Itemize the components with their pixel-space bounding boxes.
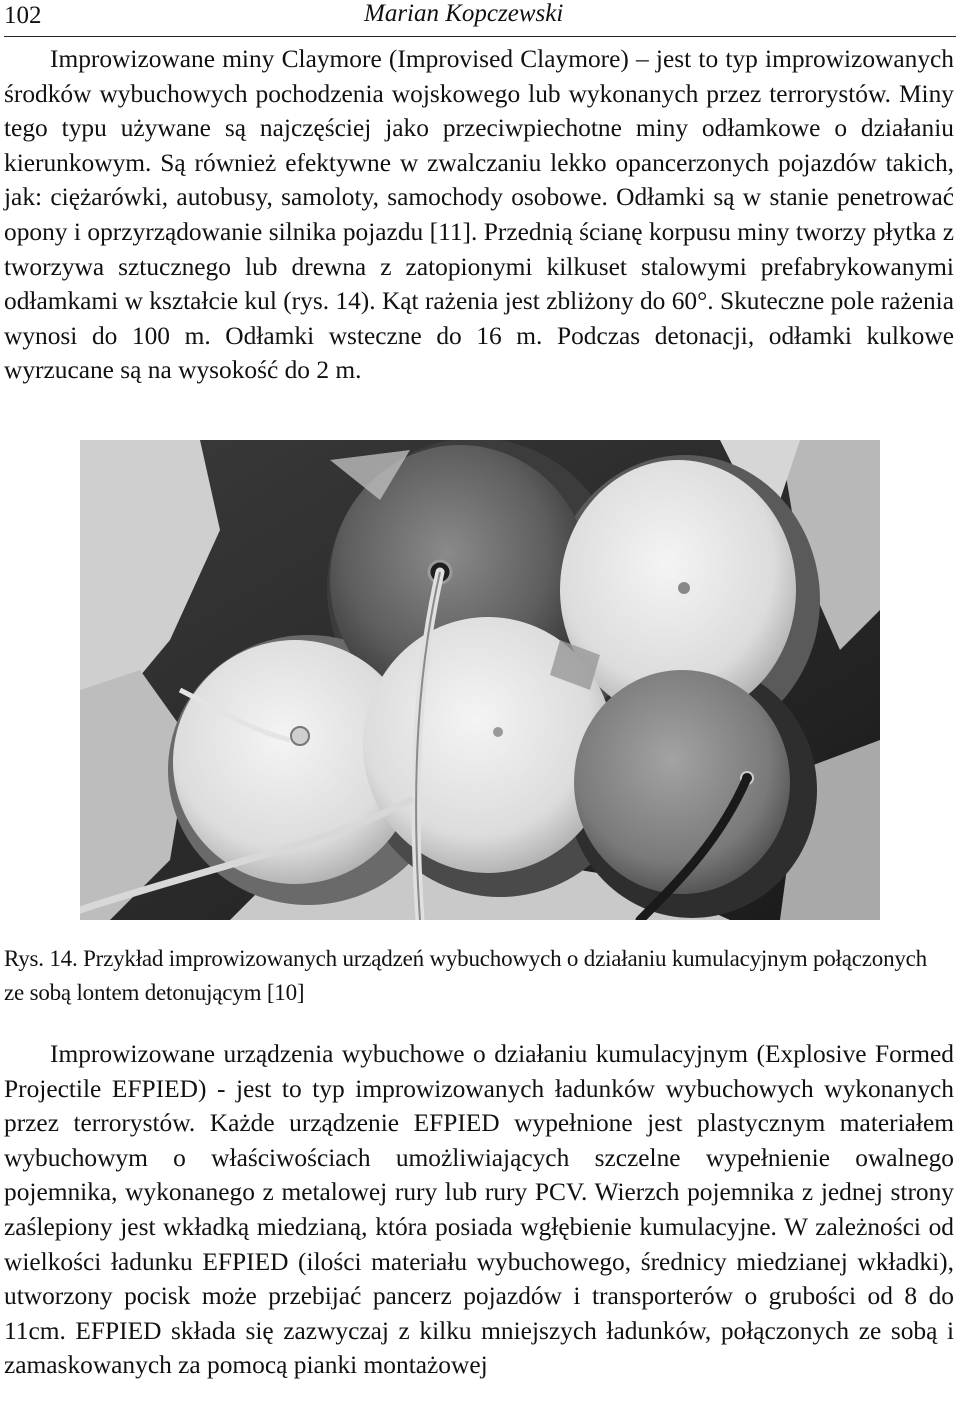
figure-efp-photo — [80, 440, 880, 920]
body-paragraph-claymore: Improwizowane miny Claymore (Improvised Claymore) – jest to typ improwizowanych środków wybuchowych pochodzenia wojskowego lub wykonanych przez terrorystów. Miny tego typu używane są najczęściej jako przeciwpiechotne miny odłamkowe o działaniu kierunkowym. Są również efektywne w zwalczaniu lekko opancerzonych pojazdów takich, jak: ciężarówki, autobusy, samoloty, samochody osobowe. Odłamki są w stanie penetrować opony i oprzyrządowanie silnika pojazdu [11]. Przednią ścianę korpusu miny tworzy płytka z tworzywa sztucznego lub drewna z zatopionymi kilkuset stalowymi prefabrykowanymi odłamkami w kształcie kul (rys. 14). Kąt rażenia jest zbliżony do 60°. Skuteczne pole rażenia wynosi do 100 m. Odłamki wsteczne do 16 m. Podczas detonacji, odłamki kulkowe wyrzucane są na wysokość do 2 m. — [4, 45, 954, 385]
page-header — [4, 0, 956, 37]
figure-caption: Rys. 14. Przykład improwizowanych urządzeń wybuchowych o działaniu kumulacyjnym połączonych ze sobą lontem detonującym [10] — [4, 946, 927, 1005]
body-paragraph-efpied: Improwizowane urządzenia wybuchowe o działaniu kumulacyjnym (Explosive Formed Projectile EFPIED) - jest to typ improwizowanych ładunków wybuchowych wykonanych przez terrorystów. Każde urządzenie EFPIED wypełnione jest plastycznym materiałem wybuchowym o właściwościach umożliwiających szczelne wypełnienie owalnego pojemnika, wykonanego z metalowej rury lub rury PCV. Wierzch pojemnika z jednej strony zaślepiony jest wkładką miedzianą, która posiada wgłębienie kumulacyjne. W zależności od wielkości ładunku EFPIED (ilości materiału wybuchowego, średnicy miedzianej wkładki), utworzony pocisk może przebijać pancerz pojazdów i transporterów o grubości od 8 do 11cm. EFPIED składa się zazwyczaj z kilku mniejszych ładunków, połączonych ze sobą i zamaskowanych za pomocą pianki montażowej — [4, 1040, 954, 1380]
running-head-author: Marian Kopczewski — [364, 0, 564, 27]
page-number: 102 — [4, 2, 42, 29]
efp-devices-photo — [80, 440, 880, 920]
